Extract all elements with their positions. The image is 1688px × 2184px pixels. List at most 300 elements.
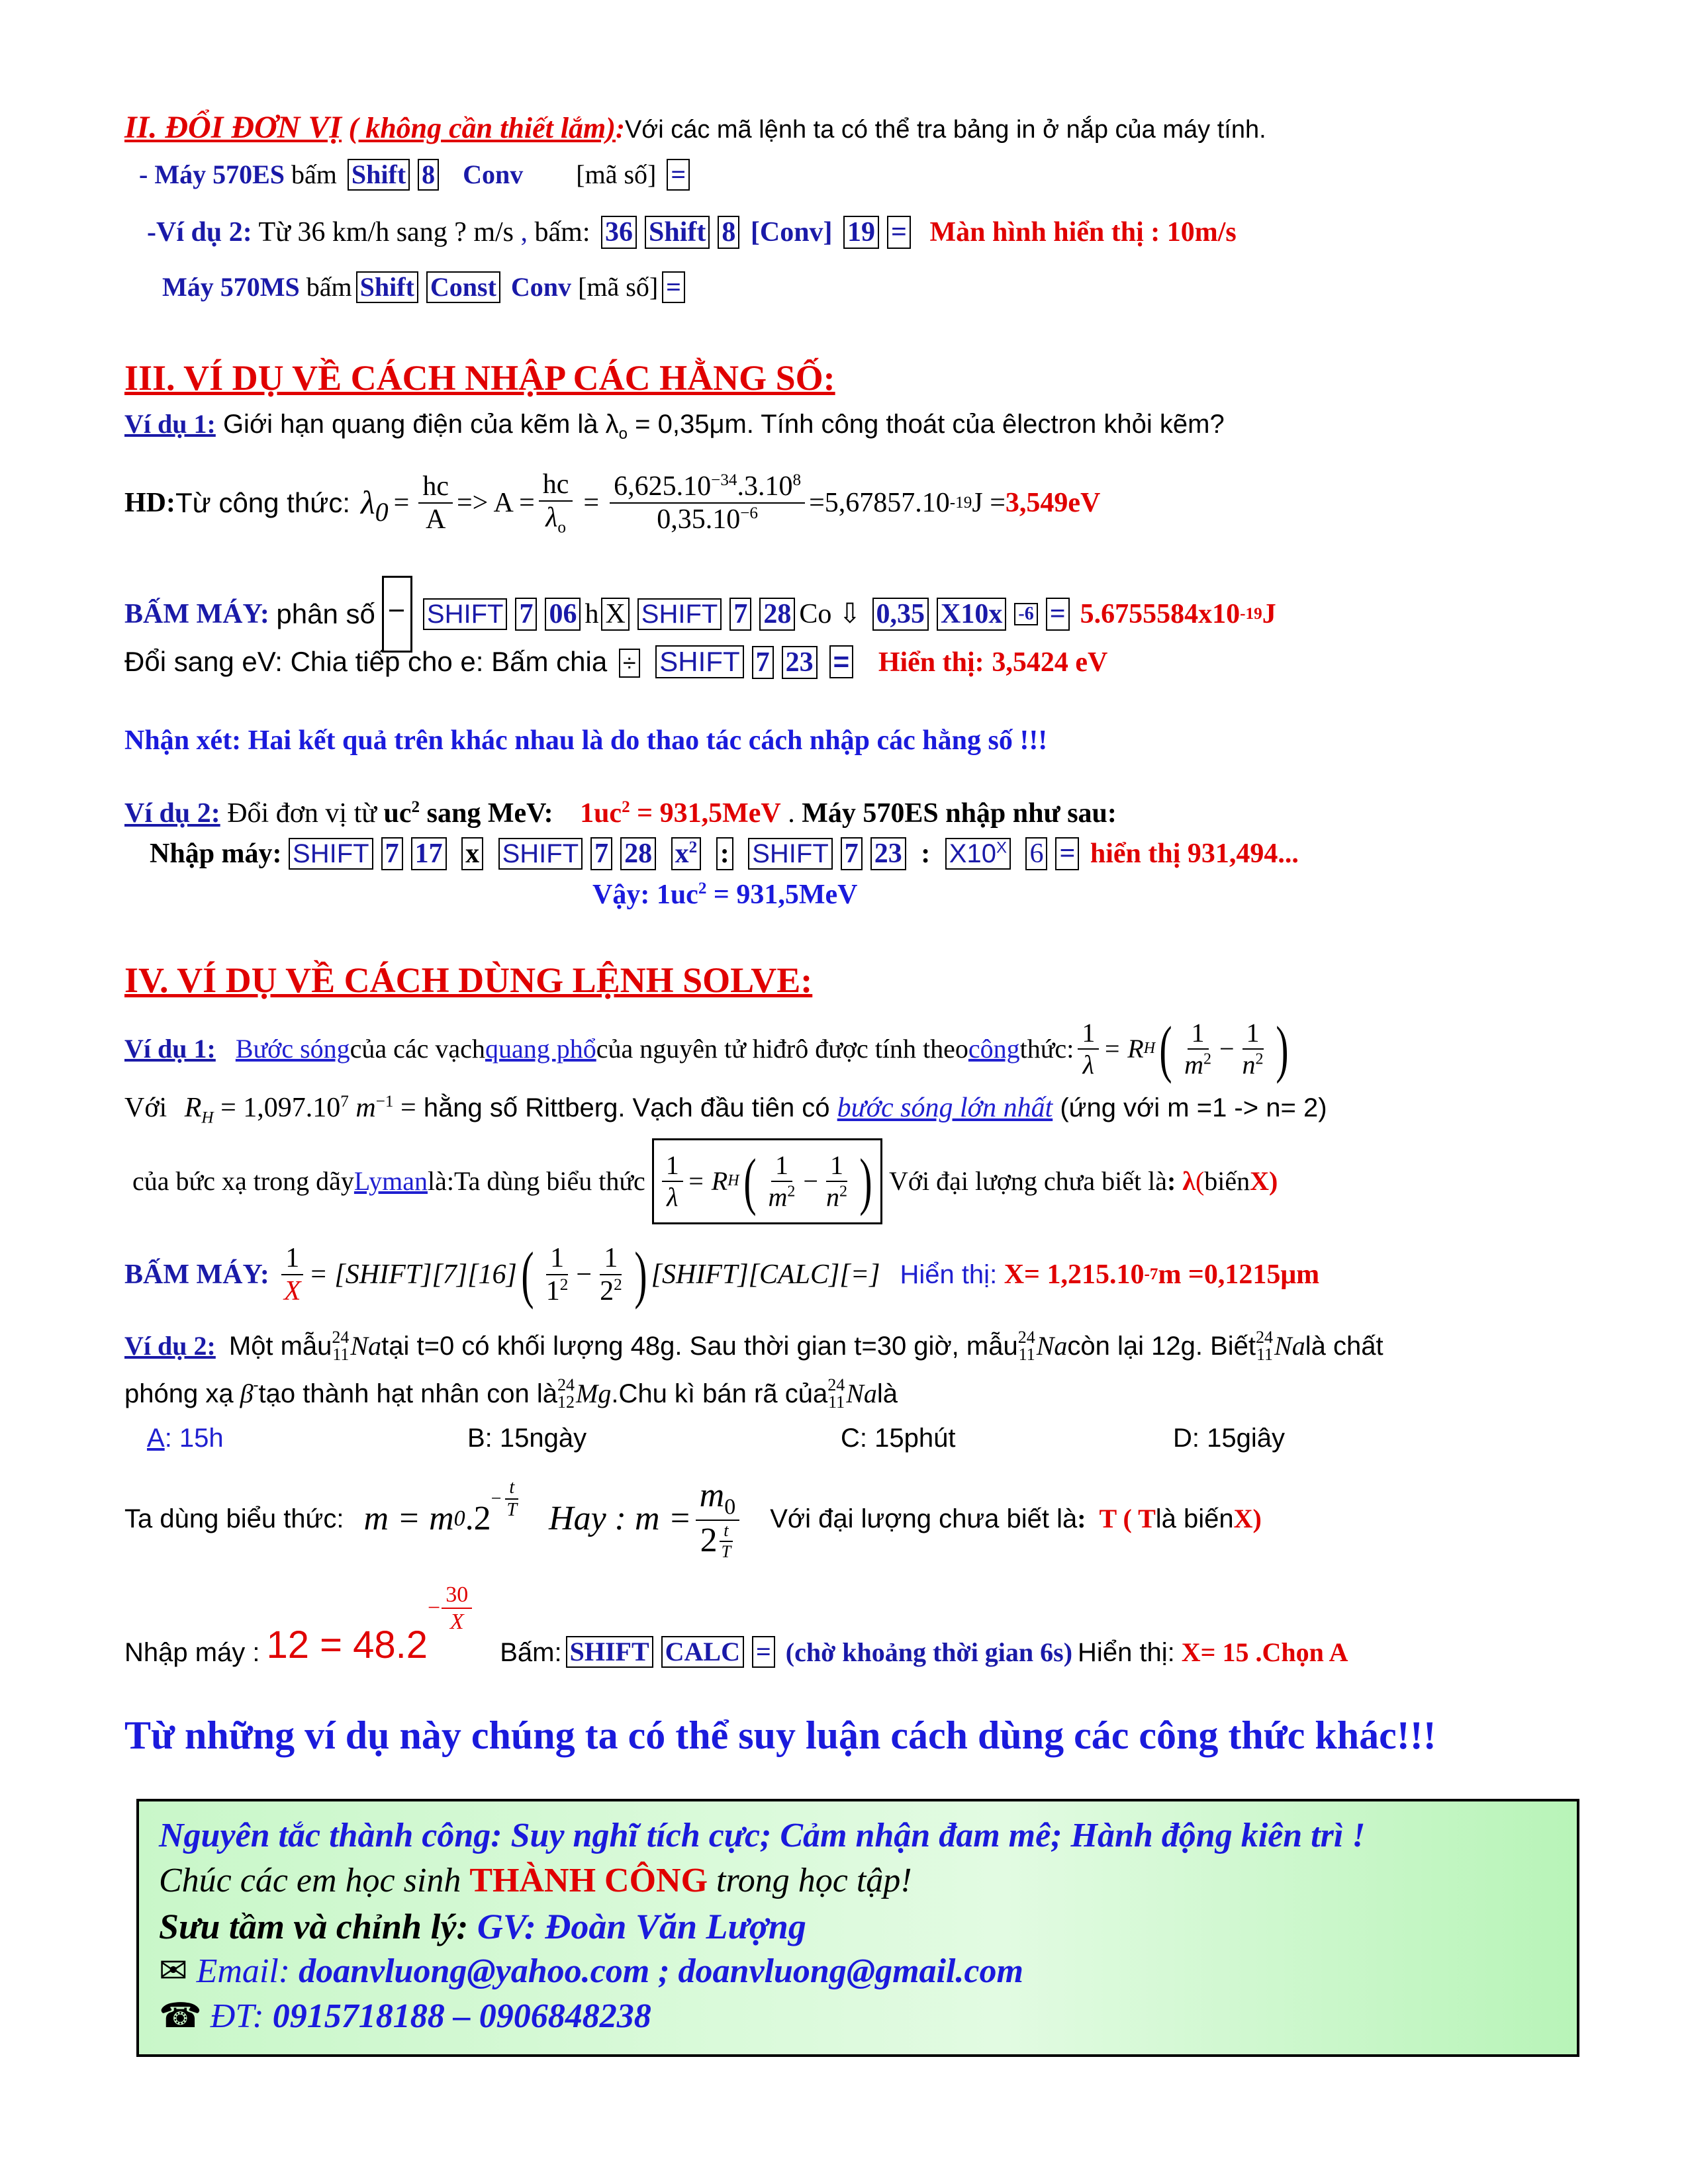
sec4-ex2-l2 — [124, 1377, 898, 1411]
lyman-frac-n: $\frac{1}{n^2}$ — [825, 1150, 847, 1212]
rh-H: H — [201, 1109, 214, 1127]
ex2-t7: .Chu kì bán rã của — [611, 1379, 828, 1408]
nm-eq: 12 = 48.2 — [266, 1623, 428, 1667]
l2-result: Màn hình hiển thị : 10m/s — [929, 217, 1237, 248]
bt-m0: 0 — [453, 1506, 465, 1531]
f-res-unit: J = — [972, 487, 1006, 518]
option-a-letter: A — [147, 1424, 165, 1453]
sec2-title-line — [124, 109, 1266, 146]
nhap-label: Nhập máy: — [150, 839, 282, 869]
sec3-title: III. VÍ DỤ VỀ CÁCH NHẬP CÁC HẰNG SỐ: — [124, 358, 835, 398]
ex2-t6: tạo thành hạt nhân con là — [258, 1379, 557, 1408]
option-d[interactable]: D: 15giây — [1173, 1424, 1285, 1453]
nm-res: X= 15 .Chọn A — [1181, 1637, 1348, 1667]
option-c[interactable]: C: 15phút — [841, 1424, 956, 1453]
bt-colon: : — [1077, 1504, 1086, 1533]
l2-press: bấm: — [534, 217, 590, 248]
lyman-m: m — [768, 1182, 788, 1212]
key-shift[interactable]: SHIFT — [637, 598, 722, 630]
l2-text: Từ 36 km/h sang ? m/s — [258, 217, 514, 248]
nuc-A: 24 — [557, 1375, 575, 1394]
right-paren: ) — [859, 1146, 872, 1216]
sec4-bam-may: BẤM MÁY: $\frac{1}{X}$ = [SHIFT][7][16] ( $\frac{1}{1^2}$ − $\frac{1}{2^2}$ ) [SHIFT][CALC][=] Hiển thị: X= 1,215.10 -7 m =0,1215μm — [124, 1239, 1320, 1310]
l3-model: Máy 570MS — [162, 272, 300, 302]
f-num-b: .3.10 — [737, 471, 793, 502]
link-cong[interactable]: công — [968, 1034, 1020, 1064]
l3-press: bấm — [306, 272, 352, 302]
key-equals[interactable]: = — [662, 271, 685, 303]
lyman-colon: : — [1166, 1166, 1176, 1196]
ex2-val-b: = 931,5MeV — [630, 798, 781, 829]
down-arrow-icon[interactable]: ⇩ — [838, 598, 862, 629]
f-den-exp: −6 — [740, 504, 759, 522]
envelope-icon: ✉ — [159, 1952, 188, 1990]
link-lyman[interactable]: Lyman — [353, 1166, 428, 1196]
frac-lambda: λ — [1082, 1050, 1094, 1079]
nm-exponent — [428, 1582, 473, 1635]
link-quang-pho[interactable]: quang phổ — [485, 1034, 596, 1064]
rydberg-frac-m: $\frac{1}{m^2}$ — [1184, 1018, 1211, 1079]
bt-den-2: 2 — [700, 1522, 718, 1560]
bam-2sq: 2 — [600, 1276, 614, 1306]
f-num-exp: −34 — [711, 471, 737, 489]
f-A: A — [426, 504, 446, 535]
l3-conv: Conv — [510, 272, 572, 302]
bam-res: 5.6755584x10 — [1080, 598, 1241, 629]
footer-motto: Nguyên tắc thành công: Suy nghĩ tích cực; Cảm nhận đam mê; Hành động kiên trì ! — [159, 1817, 1366, 1854]
key-colon[interactable]: : — [716, 837, 733, 870]
bam-h: h — [585, 598, 599, 629]
rh-line — [124, 1092, 1327, 1128]
nuc-Z: 11 — [1018, 1345, 1035, 1364]
key-shift[interactable]: SHIFT — [423, 598, 508, 630]
ex2-t1: Một mẫu — [228, 1332, 332, 1361]
bam-res-exp: -19 — [1240, 604, 1262, 623]
key-x10-label: X10 — [949, 839, 996, 868]
nm-30: 30 — [442, 1582, 472, 1609]
ex2-uc: $uc^2$ — [383, 798, 420, 829]
nhan-xet: Nhận xét: Hai kết quả trên khác nhau là do thao tác cách nhập các hằng số !!! — [124, 725, 1048, 756]
rh-exp: 7 — [340, 1093, 349, 1111]
f-den-a: 0,35.10 — [657, 504, 741, 535]
bt-den-t: t — [720, 1521, 732, 1542]
right-paren: ) — [634, 1239, 647, 1310]
lyman-minus: − — [803, 1166, 818, 1196]
key-0-35[interactable]: 0,35 — [872, 598, 929, 631]
phone-icon: ☎ — [159, 1997, 202, 2035]
key-shift[interactable]: SHIFT — [655, 645, 743, 678]
nuc-A: 24 — [827, 1375, 845, 1394]
key-shift[interactable]: SHIFT — [748, 838, 833, 870]
fraction-key[interactable] — [382, 576, 412, 653]
option-a-value: : 15h — [164, 1424, 224, 1453]
bt-m: m = m — [363, 1500, 454, 1538]
bt-hay: Hay : m = — [549, 1500, 692, 1538]
key-8[interactable]: 8 — [718, 216, 739, 249]
l1-prefix: - — [139, 159, 155, 189]
nhap-colon2: : — [921, 839, 931, 869]
vay-line: Vậy: $1uc^2 = 931,5MeV$ — [592, 880, 858, 910]
sec2-line3 — [162, 271, 689, 303]
bam-may-line — [124, 576, 1276, 653]
nuc-Z: 11 — [828, 1392, 845, 1412]
frac-hc-lambda — [539, 469, 573, 538]
bt-den-T: T — [721, 1542, 731, 1562]
bam-1sq: 1 — [545, 1276, 560, 1306]
nhap-may-solve — [124, 1582, 1348, 1668]
nuclide-na24 — [332, 1329, 381, 1363]
l1-press: bấm — [291, 159, 337, 189]
bt-exp-minus: − — [491, 1488, 502, 1509]
key-17[interactable]: 17 — [411, 837, 447, 870]
frac-H: H — [1143, 1040, 1156, 1058]
nm-wait: (chờ khoảng thời gian 6s) — [785, 1637, 1073, 1667]
sec3-ex1-text: Giới hạn quang điện của kẽm là λ — [222, 410, 619, 439]
ex2-label: Ví dụ 2: — [124, 798, 220, 829]
doi-text: Đổi sang eV: Chia tiếp cho e: Bấm chia — [124, 646, 608, 677]
lyman-line — [132, 1138, 1278, 1224]
key-28[interactable]: 28 — [759, 598, 795, 631]
l2-label: -Ví dụ 2: — [147, 217, 252, 248]
f-hc2: hc — [539, 469, 573, 502]
lyman-n: n — [825, 1182, 839, 1212]
key-x[interactable]: x — [461, 837, 483, 870]
key-equals[interactable]: = — [1055, 837, 1079, 870]
l1-conv: Conv — [463, 159, 524, 189]
bieu-thuc-line — [124, 1469, 1262, 1569]
sec2-title-note: ( không cần thiết lắm) — [348, 112, 616, 144]
key-6[interactable]: 6 — [1025, 837, 1047, 870]
bt-labien: là biến — [1155, 1504, 1234, 1533]
lyman-frac1 — [662, 1150, 683, 1212]
email-link-yahoo[interactable]: doanvluong@yahoo.com — [299, 1952, 650, 1990]
nuc-Z2: 12 — [557, 1392, 575, 1412]
lyman-frac-m: $\frac{1}{m^2}$ — [768, 1150, 796, 1212]
key-x10[interactable] — [945, 838, 1011, 870]
conclusion: Từ những ví dụ này chúng ta có thể suy luận cách dùng các công thức khác!!! — [124, 1713, 1436, 1757]
ex2-sang: sang MeV: — [420, 798, 553, 829]
rydberg-frac-n: $\frac{1}{n^2}$ — [1242, 1018, 1264, 1079]
bt-den — [696, 1521, 739, 1562]
ex2-text: Đổi đơn vị từ — [227, 798, 384, 829]
bam-X: X — [283, 1276, 301, 1306]
bt-num-m: m — [699, 1476, 725, 1514]
nuc-Na: Na — [1274, 1331, 1305, 1361]
bt-voi: Với đại lượng chưa biết là — [770, 1504, 1078, 1533]
sec4-title: IV. VÍ DỤ VỀ CÁCH DÙNG LỆNH SOLVE: — [124, 960, 813, 1000]
f-num-a: 6,625.10 — [614, 471, 712, 502]
hd-formula — [124, 457, 1100, 549]
sec2-line2 — [147, 216, 1237, 249]
l3-code: [mã số] — [578, 272, 659, 302]
link-buoc-song[interactable]: Bước sóng — [235, 1034, 350, 1064]
f-num — [610, 471, 805, 504]
bt-T2: T ( T — [1099, 1504, 1156, 1533]
link-buoc-song-lon-nhat[interactable]: bước sóng lớn nhất — [837, 1093, 1053, 1123]
key-06[interactable]: 06 — [545, 598, 581, 631]
footer-wish-c: trong học tập! — [708, 1862, 912, 1899]
frac-n: n — [1242, 1050, 1256, 1079]
key-shift[interactable]: SHIFT — [566, 1636, 653, 1668]
email-label: Email: — [187, 1952, 299, 1990]
sec4-ex1-label: Ví dụ 1: — [124, 1034, 216, 1064]
bam-res-x2: m =0,1215μm — [1158, 1259, 1320, 1290]
hd-text: Từ công thức: — [175, 486, 350, 518]
bt-exponent — [491, 1477, 522, 1521]
nuclide-mg24 — [557, 1377, 611, 1411]
doi-line — [124, 645, 1107, 679]
footer-box — [136, 1799, 1579, 2057]
frac-hc-A — [418, 471, 453, 536]
ex2-val-a: 1uc — [580, 798, 622, 829]
sec4-ex2-l1 — [124, 1329, 1383, 1363]
nuclide-na24 — [827, 1377, 877, 1411]
sec2-intro: Với các mã lệnh ta có thể tra bảng in ở nắp của máy tính. — [624, 116, 1266, 144]
ex2-val: $1uc^2 = 931,5MeV$ — [580, 798, 781, 829]
f-lambda: λ — [545, 502, 558, 533]
key-19[interactable]: 19 — [843, 216, 879, 249]
frac-eqR: = R — [1103, 1034, 1144, 1064]
left-paren: ( — [521, 1239, 534, 1310]
key-x-squared[interactable]: $x^2$ — [671, 837, 702, 870]
lyman-t1: của bức xạ trong dãy — [132, 1166, 354, 1196]
nm-bam: Bấm: — [500, 1638, 562, 1667]
phone-label: ĐT: — [201, 1997, 273, 2035]
frac-values — [610, 471, 805, 536]
bam-res-unit: J — [1262, 598, 1276, 629]
lyman-t2: là:Ta dùng biểu thức — [427, 1166, 645, 1196]
f-eq: = — [393, 487, 410, 518]
ex2-uc-text: uc — [383, 798, 412, 829]
key-shift[interactable]: Shift — [356, 271, 418, 303]
lyman-formula-box — [652, 1138, 882, 1224]
key-shift[interactable]: SHIFT — [289, 838, 373, 870]
footer-wish-a: Chúc các em học sinh — [159, 1862, 470, 1899]
nuc-Mg: Mg — [576, 1379, 612, 1408]
frac-minus: − — [1219, 1034, 1235, 1064]
nhap-res: hiển thị 931,494... — [1090, 839, 1299, 869]
f-lambda-den: $\lambda_o$ — [545, 502, 566, 537]
bt-2: .2 — [465, 1500, 491, 1538]
key-x10x[interactable]: X10x — [937, 598, 1006, 631]
ex2-t5: phóng xạ — [124, 1379, 234, 1408]
nuc-A: 24 — [1256, 1328, 1274, 1347]
footer-author-b: GV: Đoàn Văn Lượng — [477, 1907, 806, 1946]
sec4-bam-label: BẤM MÁY: — [124, 1259, 269, 1290]
nuclide-na24 — [1018, 1329, 1068, 1363]
bt-label: Ta dùng biểu thức: — [124, 1504, 344, 1533]
frac-1: 1 — [1078, 1018, 1099, 1050]
key-x10-exp: X — [996, 839, 1007, 857]
doi-res-label: Hiển thị: — [878, 647, 984, 678]
bam-text: phân số — [276, 598, 375, 629]
key-equals[interactable]: = — [887, 216, 911, 249]
key-equals[interactable]: = — [1046, 598, 1070, 631]
vay-a: Vậy: 1uc — [592, 880, 698, 910]
footer-email — [159, 1951, 1023, 1991]
left-paren: ( — [743, 1146, 757, 1216]
vay-b: = 931,5MeV — [706, 880, 858, 910]
nm-hien: Hiển thị: — [1078, 1638, 1175, 1667]
key-7[interactable]: 7 — [515, 598, 537, 631]
f-num2-exp: 8 — [792, 471, 802, 489]
bam-res-x-exp: -7 — [1144, 1265, 1158, 1283]
left-paren: ( — [1159, 1013, 1172, 1084]
key-7[interactable]: 7 — [729, 598, 751, 631]
l2-comma: , — [520, 217, 528, 248]
lyman-bien: biến — [1204, 1166, 1250, 1196]
nuc-Z: 11 — [1256, 1345, 1274, 1364]
key-shift[interactable]: SHIFT — [498, 838, 583, 870]
phone-number[interactable]: 0915718188 – 0906848238 — [272, 1997, 651, 2035]
ex2-note: Máy 570ES nhập như sau: — [802, 798, 1117, 829]
ex1-t3: thức: — [1019, 1034, 1074, 1064]
hd-label: HD: — [124, 487, 175, 518]
f-0: 0 — [375, 497, 389, 527]
ex1-t2: của nguyên tử hiđrô được tính theo — [596, 1034, 968, 1064]
rh-m: m — [348, 1093, 376, 1123]
bam-co: Co — [799, 598, 832, 629]
f-res-ev: 3,549eV — [1005, 487, 1101, 518]
frac-m: m — [1184, 1050, 1203, 1079]
nuc-Na: Na — [1036, 1331, 1068, 1361]
bt-t: t — [505, 1477, 518, 1500]
key-const[interactable]: Const — [426, 271, 500, 303]
bam-hien: Hiển thị: — [900, 1260, 998, 1289]
f-lambda0: λ — [361, 484, 375, 522]
f-res-exp: -19 — [949, 493, 972, 512]
sec3-ex1 — [124, 409, 1225, 443]
sec3-ex1-label: Ví dụ 1: — [124, 409, 216, 439]
f-arrow: => A = — [457, 487, 535, 518]
email-link-gmail[interactable]: doanvluong@gmail.com — [678, 1952, 1023, 1990]
l1-model: Máy 570ES — [154, 159, 285, 189]
ex1-t1: của các vạch — [350, 1034, 485, 1064]
nuc-A: 24 — [332, 1328, 350, 1347]
rh-text2: (ứng với m =1 -> n= 2) — [1053, 1093, 1327, 1122]
key-equals[interactable]: = — [829, 645, 854, 678]
f-eq2: = — [583, 487, 600, 518]
f-res: =5,67857.10 — [809, 487, 950, 518]
bt-X: X) — [1233, 1504, 1262, 1533]
sec4-ex2-label: Ví dụ 2: — [124, 1331, 216, 1361]
key-x-squared-label: x — [675, 839, 689, 869]
key-neg6[interactable]: -6 — [1014, 603, 1037, 626]
ex2-t8: là — [876, 1379, 898, 1408]
key-equals[interactable]: = — [667, 159, 690, 191]
sec2-colon: : — [615, 114, 625, 144]
key-shift[interactable]: Shift — [348, 159, 410, 191]
bt-frac — [696, 1476, 740, 1562]
footer-author — [159, 1906, 806, 1947]
key-36[interactable]: 36 — [601, 216, 637, 249]
nuc-Na: Na — [846, 1379, 877, 1408]
key-28[interactable]: 28 — [620, 837, 656, 870]
ex2-t4: là chất — [1305, 1332, 1383, 1361]
footer-phone — [159, 1996, 651, 2036]
bam-seq2: [SHIFT][CALC][=] — [651, 1259, 880, 1290]
key-7[interactable]: 7 — [841, 837, 863, 870]
rh-voi: Với — [124, 1093, 167, 1123]
key-equals[interactable]: = — [752, 1636, 775, 1668]
bam-label: BẤM MÁY: — [124, 598, 269, 629]
key-7[interactable]: 7 — [752, 646, 774, 679]
sec2-title: II. ĐỔI ĐƠN VỊ — [124, 110, 342, 145]
key-calc[interactable]: CALC — [661, 1636, 744, 1668]
ex2-beta: β — [240, 1379, 254, 1408]
l1-code: [mã số] — [576, 159, 657, 189]
rh-eq: = — [393, 1093, 416, 1123]
bam-seq1: = [SHIFT][7][16] — [308, 1259, 517, 1290]
key-23[interactable]: 23 — [782, 646, 818, 679]
sec2-line1 — [139, 159, 694, 191]
lyman-paren: ( — [1195, 1166, 1205, 1196]
footer-wish-b: THÀNH CÔNG — [469, 1862, 708, 1899]
lyman-t3: Với đại lượng chưa biết là — [888, 1166, 1167, 1196]
l2-conv: [Conv] — [750, 217, 833, 248]
ex2-dot: . — [780, 798, 802, 829]
key-shift[interactable]: Shift — [645, 216, 710, 249]
lyman-frac-lambda: λ — [667, 1182, 679, 1212]
key-7[interactable]: 7 — [590, 837, 612, 870]
nm-X: X — [449, 1609, 464, 1634]
key-x[interactable]: X — [601, 598, 629, 631]
right-paren: ) — [1275, 1013, 1289, 1084]
rh-val: = 1,097.10 — [213, 1093, 341, 1123]
footer-author-a: Sưu tầm và chỉnh lý: — [159, 1907, 477, 1946]
lyman-eqR: = R — [686, 1166, 728, 1196]
bam-frac-1: $\frac{1}{1^2}$ — [545, 1242, 569, 1306]
nuc-Na: Na — [350, 1331, 382, 1361]
f-den — [653, 504, 762, 535]
nm-label: Nhập máy : — [124, 1638, 260, 1667]
lyman-X: X) — [1250, 1166, 1278, 1196]
option-a[interactable] — [147, 1423, 224, 1453]
lyman-frac-1: 1 — [662, 1150, 683, 1182]
nuclide-na24 — [1256, 1329, 1305, 1363]
bam-frac-2: $\frac{1}{2^2}$ — [600, 1242, 622, 1306]
option-b[interactable]: B: 15ngày — [467, 1424, 587, 1453]
bam-res-x: X= 1,215.10 — [1004, 1259, 1145, 1290]
ex2-t3: còn lại 12g. Biết — [1067, 1332, 1256, 1361]
rh-text: hằng số Rittberg. Vạch đầu tiên có — [416, 1093, 837, 1122]
lambda-sub: o — [618, 425, 628, 443]
nhap-may-line — [150, 837, 1299, 870]
nuc-Z: 11 — [332, 1345, 350, 1364]
ex2-beta-sup: - — [253, 1377, 259, 1394]
ex2-t2: tại t=0 có khối lượng 48g. Sau thời gian t=30 giờ, mẫu — [381, 1332, 1018, 1361]
rh-R: R — [184, 1093, 202, 1123]
footer-wish — [159, 1861, 912, 1900]
rydberg-frac1 — [1078, 1018, 1099, 1080]
bt-T: T — [506, 1500, 518, 1520]
bam-frac: $\frac{1}{X}$ — [280, 1242, 305, 1308]
nm-minus: − — [428, 1596, 441, 1621]
lyman-lambda: λ — [1182, 1166, 1196, 1196]
bt-num: $m_0$ — [696, 1476, 740, 1521]
key-23[interactable]: 23 — [870, 837, 906, 870]
key-8[interactable]: 8 — [418, 159, 439, 191]
f-hc: hc — [418, 471, 453, 504]
lyman-H: H — [727, 1172, 739, 1190]
sec3-ex2 — [124, 797, 1117, 829]
sec4-ex1 — [124, 1013, 1292, 1085]
doi-res: 3,5424 eV — [992, 647, 1108, 678]
sec3-ex1-text2: = 0,35μm. Tính công thoát của êlectron khỏi kẽm? — [628, 410, 1225, 439]
divide-key[interactable]: ÷ — [619, 649, 640, 678]
rh-mexp: −1 — [375, 1093, 394, 1111]
key-7[interactable]: 7 — [381, 837, 403, 870]
